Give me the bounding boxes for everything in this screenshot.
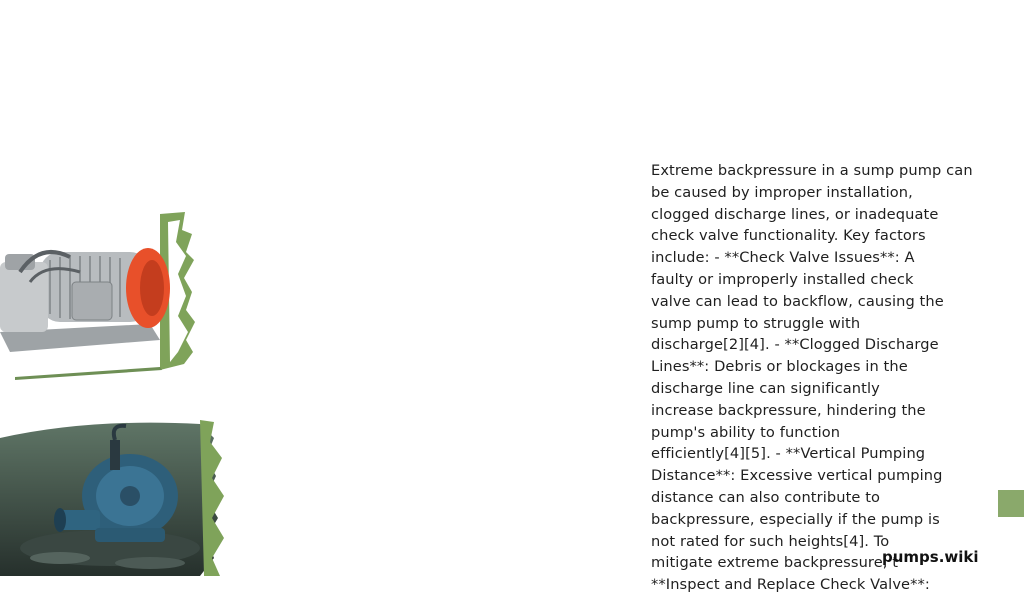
article-text: Extreme backpressure in a sump pump can be caused by improper installation, clogged discharge lines, or inadequate check valve functionality. Key factors include: - **Check Valve Issues**: A faulty or improperly installed check valve can lead to backflow, causing the sump pump to struggle with discharge[2][4]. - **Clogged Discharge Lines**: Debris or blockages in the discharge line can significantly increase backpressure, hindering the pump's ability to function efficiently[4][5]. - **Vertical Pumping Distance**: Excessive vertical pumping distance can also contribute to backpressure, especially if the pump is not rated for such heights[4]. To mitigate extreme backpressure, t **Inspect and Replace Check Valve**: xyxy=(651,162,973,594)
brand-watermark[interactable]: pumps.wiki xyxy=(882,548,979,566)
side-tab[interactable] xyxy=(998,490,1024,517)
pump-motor-image xyxy=(0,212,200,382)
sump-pump-image xyxy=(0,418,230,576)
